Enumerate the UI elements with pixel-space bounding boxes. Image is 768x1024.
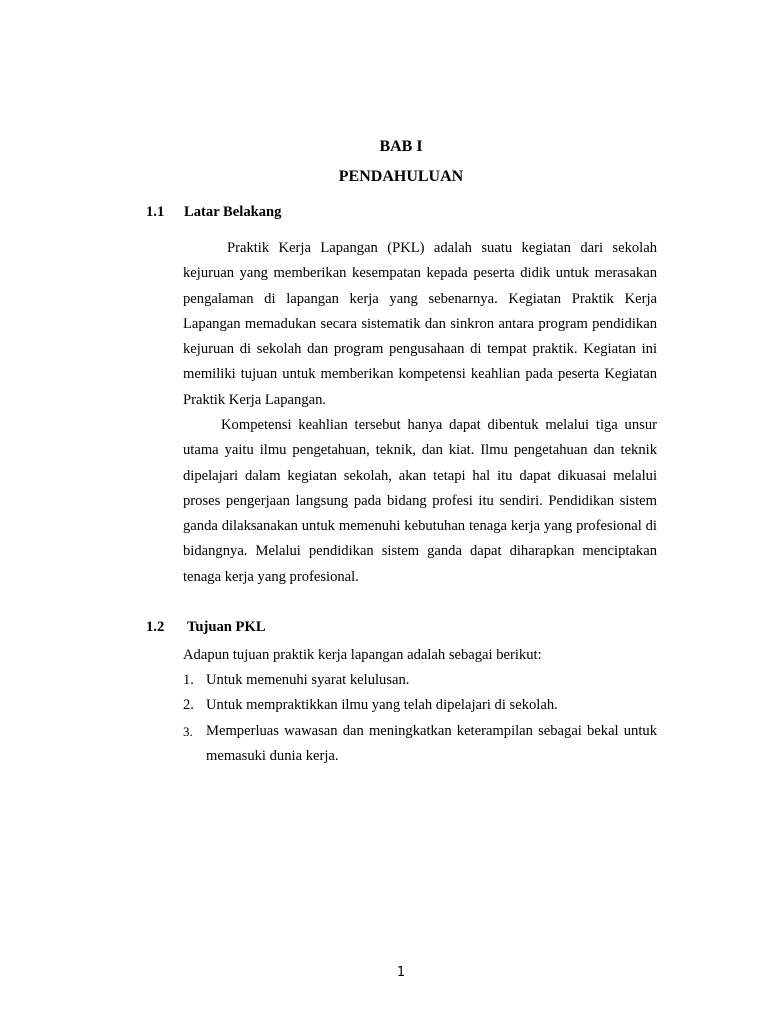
list-item [183, 719, 657, 770]
list-marker: 2. [183, 697, 194, 714]
paragraph-1: Praktik Kerja Lapangan (PKL) adalah suatu kegiatan dari sekolah kejuruan yang memberikan kesempatan kepada peserta didik untuk merasakan pengalaman di lapangan kerja yang sebenarnya. Kegiatan Praktik Kerja Lapangan memadukan secara sistematik dan sinkron antara program pendidikan kejuruan di sekolah dan program pengusahaan di tempat praktik. Kegiatan ini memiliki tujuan untuk memberikan kompetensi keahlian pada peserta Kegiatan Praktik Kerja Lapangan. [183, 240, 657, 408]
list-item [183, 693, 657, 718]
chapter-title: PENDAHULUAN [338, 168, 464, 185]
section-title: Latar Belakang [184, 204, 282, 220]
section-heading-tujuan-pkl [146, 619, 266, 636]
section-heading-latar-belakang [146, 204, 281, 221]
section-title: Tujuan PKL [187, 619, 266, 635]
chapter-number: BAB I [379, 138, 423, 155]
list-intro: Adapun tujuan praktik kerja lapangan adalah sebagai berikut: [183, 647, 542, 663]
section-number: 1.2 [146, 619, 165, 635]
list-marker: 1. [183, 672, 194, 688]
objectives-list [183, 668, 657, 769]
list-item-text: Untuk memenuhi syarat kelulusan. [206, 672, 410, 688]
list-item [183, 668, 657, 693]
list-item-text: Memperluas wawasan dan meningkatkan keterampilan sebagai bekal untuk memasuki dunia kerja. [206, 722, 657, 764]
section-number: 1.1 [146, 204, 165, 220]
paragraph-2: Kompetensi keahlian tersebut hanya dapat dibentuk melalui tiga unsur utama yaitu ilmu pengetahuan, teknik, dan kiat. Ilmu pengetahuan dan teknik dipelajari dalam kegiatan sekolah, akan tetapi hal itu dapat dikuasai melalui proses pengerjaan langsung pada bidang profesi itu sendiri. Pendidikan sistem ganda dilaksanakan untuk memenuhi kebutuhan tenaga kerja yang profesional di bidangnya. Melalui pendidikan sistem ganda dapat diharapkan menciptakan tenaga kerja yang profesional. [183, 417, 657, 585]
list-marker: 3. [183, 723, 193, 739]
list-item-text: Untuk mempraktikkan ilmu yang telah dipelajari di sekolah. [206, 697, 558, 714]
page-number: 1 [396, 965, 406, 980]
